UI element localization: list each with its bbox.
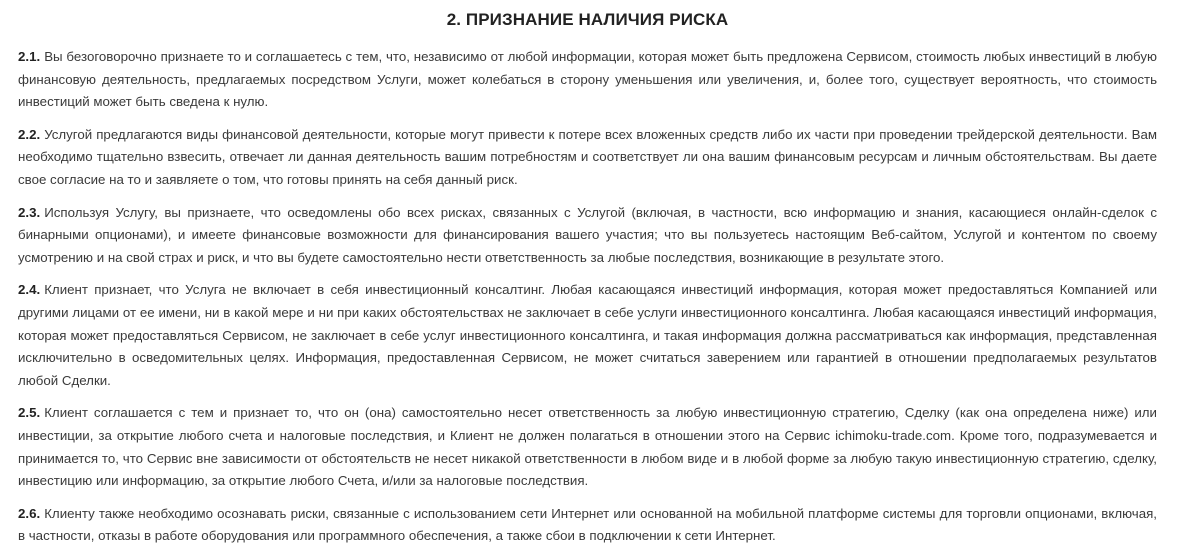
clause-text: Вы безоговорочно признаете то и соглашаетесь с тем, что, независимо от любой информации, которая может быть предложена Сервисом, стоимость любых инвестиций в любую финансовую деятельность, предлагаемых посредством Услуги, может колебаться в сторону уменьшения или увеличения, и, более того, существует вероятность, что стоимость инвестиций может быть сведена к нулю. — [18, 49, 1157, 110]
clause-text: Клиент признает, что Услуга не включает в себя инвестиционный консалтинг. Любая касающаяся инвестиций информация, которая может предоставляться Компанией или другими лицами от ее имени, ни в какой мере и ни при каких обстоятельствах не заключает в себе услуги инвестиционного консалтинга. Любая касающаяся инвестиций информация, которая может предоставляться Сервисом, не заключает в себе услуг инвестиционного консалтинга, и такая информация должна рассматриваться как информация, представленная исключительно в осведомительных целях. Информация, предоставленная Сервисом, не может считаться заверением или гарантией в отношении предполагаемых результатов любой Сделки. — [18, 282, 1157, 388]
clause-2-3 — [18, 202, 1157, 270]
clause-number: 2.6. — [18, 505, 41, 521]
clause-2-4 — [18, 279, 1157, 392]
clause-number: 2.3. — [18, 204, 41, 220]
clause-2-6 — [18, 503, 1157, 548]
clause-2-2 — [18, 124, 1157, 192]
clause-number: 2.2. — [18, 126, 41, 142]
clause-text: Услугой предлагаются виды финансовой деятельности, которые могут привести к потере всех вложенных средств либо их части при проведении трейдерской деятельности. Вам необходимо тщательно взвесить, отвечает ли данная деятельность вашим потребностям и соответствует ли она вашим финансовым ресурсам и личным обстоятельствам. Вы даете свое согласие на то и заявляете о том, что готовы принять на себя данный риск. — [18, 126, 1157, 187]
clause-text: Клиент соглашается с тем и признает то, что он (она) самостоятельно несет ответственность за любую инвестиционную стратегию, Сделку (как она определена ниже) или инвестиции, за открытие любого счета и налоговые последствия, и Клиент не должен полагаться в отношении этого на Сервис ichimoku-trade.com. Кроме того, подразумевается и принимается то, что Сервис вне зависимости от обстоятельств не несет никакой ответственности в любом виде и в любой форме за любую такую инвестиционную стратегию, сделку, инвестицию или информацию, за открытие любого Счета, и/или за налоговые последствия. — [18, 405, 1157, 489]
clause-text: Клиенту также необходимо осознавать риски, связанные с использованием сети Интернет или основанной на мобильной платформе системы для торговли опционами, включая, в частности, отказы в работе оборудования или программного обеспечения, а также сбои в подключении к сети Интернет. — [18, 505, 1157, 544]
clause-2-1 — [18, 46, 1157, 114]
clause-number: 2.1. — [18, 49, 41, 64]
clause-2-5 — [18, 402, 1157, 492]
clause-number: 2.5. — [18, 405, 41, 421]
section-title: 2. ПРИЗНАНИЕ НАЛИЧИЯ РИСКА — [446, 10, 729, 29]
clause-number: 2.4. — [18, 282, 41, 298]
clause-text: Используя Услугу, вы признаете, что осведомлены обо всех рисках, связанных с Услугой (включая, в частности, всю информацию и знания, касающиеся онлайн-сделок с бинарными опционами), и имеете финансовые возможности для финансирования вашего участия; что вы пользуетесь настоящим Веб-сайтом, Услугой и контентом по своему усмотрению и на свой страх и риск, и что вы будете самостоятельно нести ответственность за любые последствия, возникающие в результате этого. — [18, 204, 1157, 265]
